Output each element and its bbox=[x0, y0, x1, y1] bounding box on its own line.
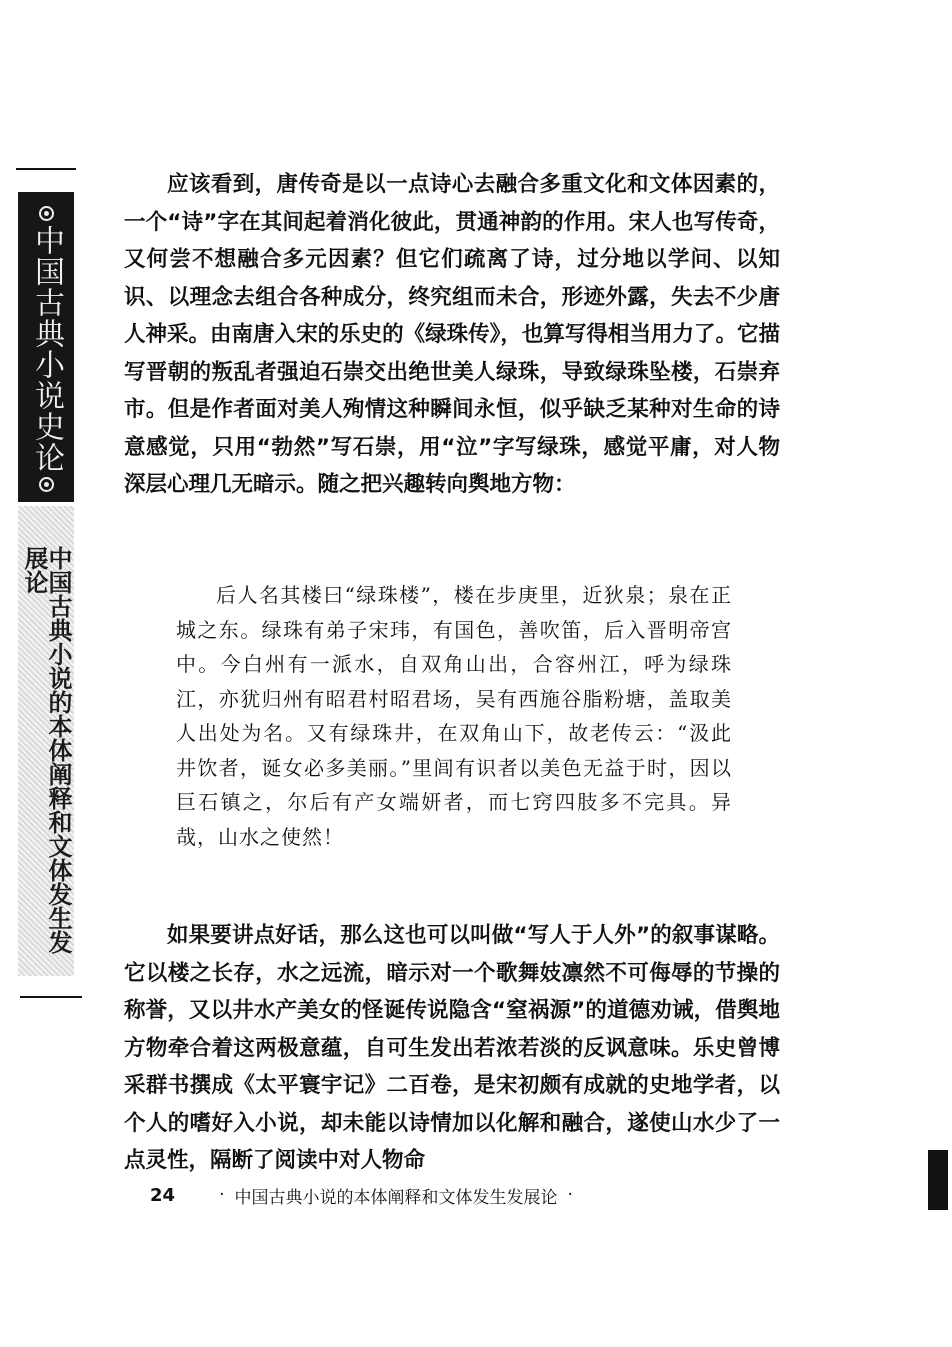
spine-book-band bbox=[18, 506, 74, 976]
footer-bullet-right: · bbox=[567, 1185, 573, 1205]
block-quote: 后人名其楼曰“绿珠楼”，楼在步庚里，近狄泉；泉在正城之东。绿珠有弟子宋玮，有国色，善吹笛，后入晋明帝宫中。今白州有一派水，自双角山出，合容州江，呼为绿珠江，亦犹归州有昭君村昭君场，吴有西施谷脂粉塘，盖取美人出处为名。又有绿珠井，在双角山下，故老传云：“汲此井饮者，诞女必多美丽。”里闾有识者以美色无益于时，因以巨石镇之，尔后有产女端妍者，而七窍四肢多不完具。异哉，山水之使然！ bbox=[176, 583, 732, 849]
circle-ornament-icon bbox=[39, 206, 54, 221]
spine-top-rule bbox=[16, 168, 76, 170]
body-paragraph-1: 应该看到，唐传奇是以一点诗心去融合多重文化和文体因素的，一个“诗”字在其间起着消化彼此，贯通神韵的作用。宋人也写传奇，又何尝不想融合多元因素？但它们疏离了诗，过分地以学问、以知识、以理念去组合各种成分，终究组而未合，形迹外露，失去不少唐人神采。由南唐入宋的乐史的《绿珠传》，也算写得相当用力了。它描写晋朝的叛乱者强迫石崇交出绝世美人绿珠，导致绿珠坠楼，石崇弃市。但是作者面对美人殉情这种瞬间永恒，似乎缺乏某种对生命的诗意感觉，只用“勃然”写石崇，用“泣”字写绿珠，感觉平庸，对人物深层心理几无暗示。随之把兴趣转向舆地方物： bbox=[124, 172, 780, 497]
spine-series-title: 中国古典小说史论 bbox=[29, 225, 64, 473]
spine-series-band bbox=[18, 192, 74, 502]
spine-bottom-rule bbox=[20, 996, 82, 998]
footer-bullet-left: · bbox=[219, 1185, 225, 1205]
running-title: 中国古典小说的本体阐释和文体发生发展论 bbox=[234, 1187, 558, 1208]
page-footer bbox=[150, 1180, 583, 1210]
body-paragraph-2: 如果要讲点好话，那么这也可以叫做“写人于人外”的叙事谋略。它以楼之长存，水之远流，暗示对一个歌舞妓凛然不可侮辱的节操的称誉，又以井水产美女的怪诞传说隐含“窒祸源”的道德劝诫，借舆地方物牵合着这两极意蕴，自可生发出若浓若淡的反讽意味。乐史曾博采群书撰成《太平寰宇记》二百卷，是宋初颇有成就的史地学者，以个人的嗜好入小说，却未能以诗情加以化解和融合，遂使山水少了一点灵性，隔断了阅读中对人物命 bbox=[124, 923, 780, 1173]
page-number: 24 bbox=[150, 1184, 176, 1206]
circle-ornament-icon bbox=[39, 477, 54, 492]
thumb-index-tab bbox=[928, 1150, 948, 1210]
spine-book-title: 中国古典小说的本体阐释和文体发生发展论 bbox=[20, 546, 72, 954]
